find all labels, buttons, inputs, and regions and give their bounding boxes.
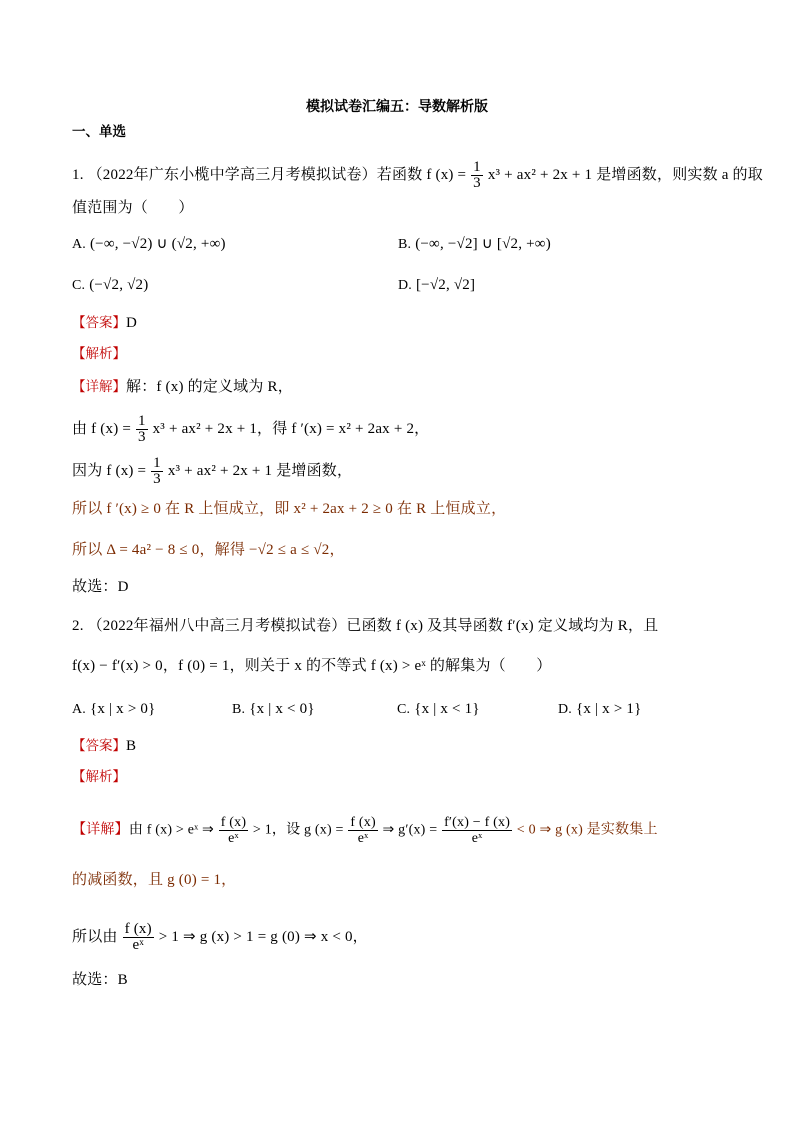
q2-detail-line-2: 的减函数，且 g (0) = 1， (72, 872, 237, 888)
q2-detail-line-3 (72, 922, 724, 953)
q2-conclusion: 故选：B (72, 972, 128, 988)
page-title: 模拟试卷汇编五：导数解析版 (306, 99, 488, 115)
q2-frac-4-num: f (x) (124, 921, 152, 937)
q2-analysis-label: 【解析】 (72, 769, 126, 785)
q2-stem: 2. （2022年福州八中高三月考模拟试卷）已函数 f (x) 及其导函数 f′(x) 定义域均为 R，且 (72, 618, 659, 634)
q1-detail-line-5: 所以 Δ = 4a² − 8 ≤ 0，解得 −√2 ≤ a ≤ √2， (72, 542, 345, 558)
q1-answer-value: D (126, 315, 138, 331)
q1-option-b (398, 234, 551, 255)
q1-detail-3-fraction (151, 456, 163, 487)
q1-detail-text-1: 解：f (x) 的定义域为 R， (126, 379, 293, 395)
q2-frac-1-num: f (x) (220, 815, 247, 830)
q1-option-c (72, 275, 148, 296)
q1-option-c-label: C. (72, 278, 86, 293)
q1-detail-2-frac-num: 1 (137, 413, 146, 429)
q1-detail-line-3 (72, 456, 724, 487)
q2-frac-2-num: f (x) (350, 815, 376, 830)
q2-option-a (72, 699, 156, 720)
q1-detail-2-prefix: 由 f (x) = (72, 420, 131, 437)
q1-detail-line-1 (72, 377, 724, 397)
q2-detail-1-d: < 0 ⇒ g (x) 是实数集上 (516, 822, 658, 838)
q2-frac-3-den: eˣ (471, 831, 483, 846)
q2-option-b-text: {x | x < 0} (249, 701, 315, 717)
q2-answer-label: 【答案】 (72, 738, 126, 754)
q2-detail-3-prefix: 所以由 (72, 928, 118, 945)
q2-detail-line-1 (72, 815, 724, 846)
q1-option-c-text: (−√2, √2) (89, 277, 149, 293)
q1-detail-2-frac-den: 3 (137, 429, 146, 445)
q2-detail-label: 【详解】 (72, 822, 129, 838)
q1-analysis-label: 【解析】 (72, 346, 126, 362)
q2-fraction-2 (348, 815, 378, 846)
q2-fraction-3 (442, 815, 512, 846)
q1-detail-3-frac-den: 3 (153, 471, 161, 487)
q1-answer-label: 【答案】 (72, 315, 126, 331)
q1-conclusion: 故选：D (72, 579, 129, 595)
q1-frac-den: 3 (473, 175, 481, 191)
q1-detail-line-2 (72, 414, 724, 445)
q1-stem-continued: 值范围为（ ） (72, 200, 194, 216)
q1-stem (72, 159, 763, 191)
q2-detail-3-suffix: > 1 ⇒ g (x) > 1 = g (0) ⇒ x < 0， (158, 928, 368, 945)
q1-detail-3-frac-num: 1 (153, 455, 161, 471)
q1-stem-suffix: x³ + ax² + 2x + 1 是增函数，则实数 a 的取 (487, 166, 763, 183)
q2-frac-4-den: eˣ (132, 937, 144, 953)
q2-frac-3-num: f′(x) − f (x) (444, 815, 511, 830)
q1-detail-3-prefix: 因为 f (x) = (72, 462, 147, 479)
q2-frac-1-den: eˣ (228, 831, 239, 846)
q2-option-c-label: C. (397, 702, 411, 717)
q1-answer (72, 313, 724, 333)
q2-option-a-label: A. (72, 702, 87, 717)
section-heading: 一、单选 (72, 124, 126, 140)
q1-option-d (398, 275, 475, 296)
q2-detail-1-a: 由 f (x) > eˣ ⇒ (128, 822, 214, 838)
q2-answer-value: B (126, 738, 137, 754)
q2-frac-2-den: eˣ (357, 831, 369, 846)
q2-option-a-text: {x | x > 0} (89, 701, 156, 717)
q2-stem-continued: f(x) − f′(x) > 0，f (0) = 1，则关于 x 的不等式 f (x) > eˣ 的解集为（ ） (72, 658, 552, 674)
q2-fraction-1 (219, 815, 249, 846)
q2-option-b-label: B. (232, 702, 246, 717)
q1-fraction (471, 160, 483, 191)
q1-frac-num: 1 (473, 159, 481, 175)
q2-fraction-4 (123, 922, 154, 953)
q1-option-b-label: B. (398, 237, 412, 252)
q1-option-a-label: A. (72, 237, 87, 252)
q1-detail-line-4: 所以 f ′(x) ≥ 0 在 R 上恒成立，即 x² + 2ax + 2 ≥ 0 在 R 上恒成立， (72, 501, 507, 517)
q2-option-d-label: D. (558, 702, 573, 717)
q2-detail-1-c: ⇒ g′(x) = (382, 822, 438, 838)
q1-detail-label: 【详解】 (72, 379, 126, 395)
q1-detail-2-suffix: x³ + ax² + 2x + 1，得 f ′(x) = x² + 2ax + 2， (152, 420, 430, 437)
q2-answer (72, 736, 724, 756)
q1-option-d-label: D. (398, 278, 413, 293)
q1-stem-prefix: 1. （2022年广东小榄中学高三月考模拟试卷）若函数 f (x) = (72, 166, 467, 183)
q1-detail-3-suffix: x³ + ax² + 2x + 1 是增函数， (167, 462, 353, 479)
q1-option-a-text: (−∞, −√2) ∪ (√2, +∞) (89, 236, 226, 252)
q2-option-d (558, 699, 642, 720)
q2-detail-1-b: > 1，设 g (x) = (252, 822, 344, 838)
q1-detail-2-fraction (136, 414, 148, 445)
q1-option-d-text: [−√2, √2] (415, 277, 476, 293)
q2-option-c (397, 699, 480, 720)
q1-option-b-text: (−∞, −√2] ∪ [√2, +∞) (415, 236, 551, 252)
q2-option-b (232, 699, 315, 720)
q2-option-d-text: {x | x > 1} (575, 701, 642, 717)
q1-option-a (72, 234, 226, 255)
q2-option-c-text: {x | x < 1} (414, 701, 480, 717)
